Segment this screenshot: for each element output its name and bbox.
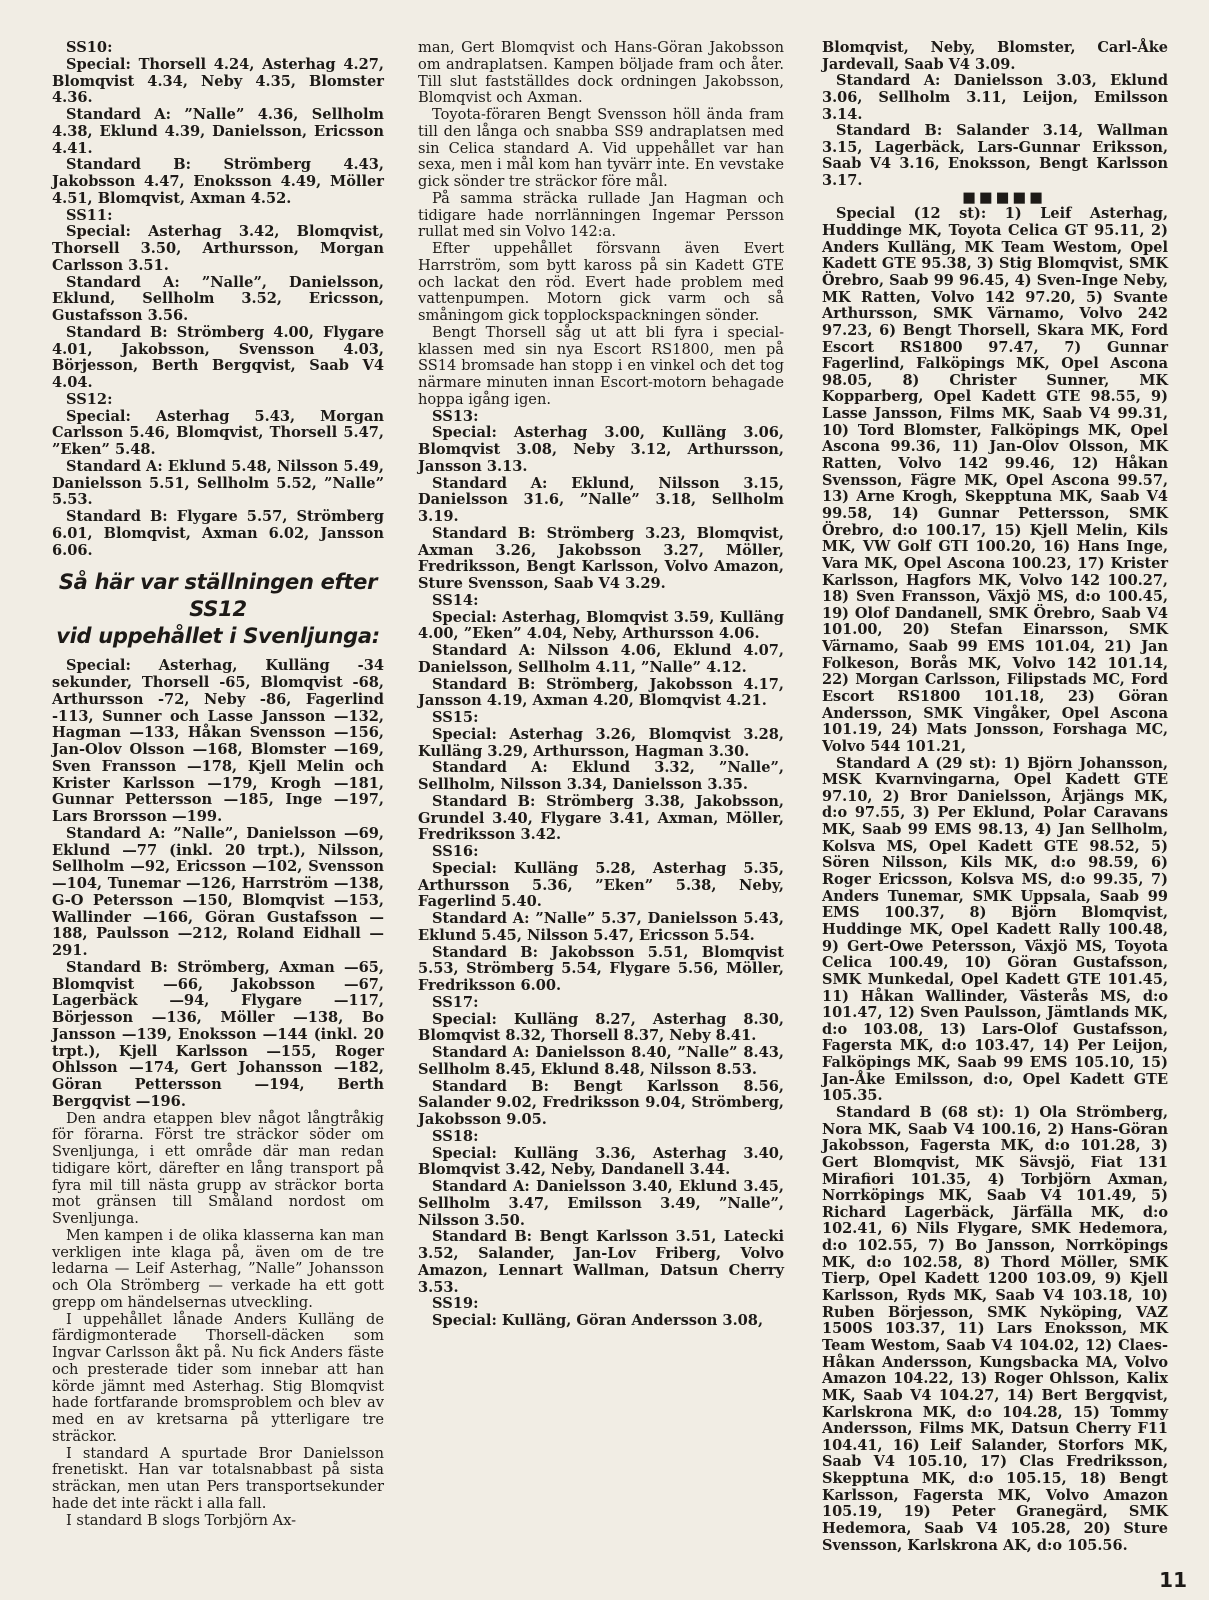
standings-heading-line2: vid uppehållet i Svenljunga: <box>56 624 380 649</box>
stage-label-ss14: SS14: <box>432 591 479 609</box>
ss19-special-continued: Blomqvist, Neby, Blomster, Carl-Åke Jardevall, Saab V4 3.09. <box>822 39 1168 73</box>
standings-standard-b: Standard B: Strömberg, Axman —65, Blomqvist —66, Jakobsson —67, Lagerbäck —94, Flygare —117, Börjesson —136, Möller —138, Bo Jansson —139, Enoksson —144 (inkl. 20 trpt.), Kjell Karlsson —155, Roger Ohlsson —174, Gert Johansson —182, Göran Pettersson —194, Berth Bergqvist —196. <box>52 958 384 1110</box>
body-paragraph: Toyota-föraren Bengt Svensson höll ända fram till den långa och snabba SS9 andraplatsen med sin Celica standard A. Vid uppehållet var han sexa, men i mål kom han tyvärr inte. En vevstake gick sönder tre sträckor före mål. <box>418 106 784 190</box>
ss11-standard-a-results: Standard A: ”Nalle”, Danielsson, Eklund, Sellholm 3.52, Ericsson, Gustafsson 3.56. <box>52 273 384 324</box>
stage-label-ss11: SS11: <box>66 206 113 224</box>
standings-heading <box>52 569 384 650</box>
body-paragraph: Efter uppehållet försvann även Evert Harrström, som bytt kaross på sin Kadett GTE och lackat den röd. Evert hade problem med vattenpumpen. Motorn gick varm och så småningom gick topplockspackningen sönder. <box>418 240 784 324</box>
stage-label-ss19: SS19: <box>432 1295 479 1313</box>
standings-special: Special: Asterhag, Kulläng -34 sekunder, Thorsell -65, Blomqvist -68, Arthursson -72, Neby -86, Fagerlind -113, Sunner och Lasse Jansson —132, Hagman —133, Håkan Svensson —156, Jan-Olov Olsson —168, Blomster —169, Sven Fransson —178, Kjell Melin och Krister Karlsson —179, Krogh —181, Gunnar Pettersson —185, Inge —197, Lars Brorsson —199. <box>52 657 384 825</box>
stage-label-ss12: SS12: <box>66 390 113 408</box>
body-paragraph: man, Gert Blomqvist och Hans-Göran Jakobsson om andraplatsen. Kampen böljade fram och åter. Till slut fastställdes dock ordningen Jakobsson, Blomqvist och Axman. <box>418 39 784 107</box>
ss15-standard-a-results: Standard A: Eklund 3.32, ”Nalle”, Sellholm, Nilsson 3.34, Danielsson 3.35. <box>418 759 784 793</box>
ss11-standard-b-results: Standard B: Strömberg 4.00, Flygare 4.01, Jakobsson, Svensson 4.03, Börjesson, Berth Bergqvist, Saab V4 4.04. <box>52 323 384 391</box>
ss17-standard-a-results: Standard A: Danielsson 8.40, ”Nalle” 8.43, Sellholm 8.45, Eklund 8.48, Nilsson 8.53. <box>418 1044 784 1078</box>
body-paragraph: I standard B slogs Torbjörn Ax- <box>66 1511 297 1529</box>
body-paragraph: Den andra etappen blev något långtråkig för förarna. Först tre sträckor söder om Svenljunga, i ett område där man redan tidigare kört, därefter en lång transport på fyra mil till nästa grupp av sträckor borta mot gränsen till Småland nordost om Svenljunga. <box>52 1109 384 1227</box>
ss10-standard-b-results: Standard B: Strömberg 4.43, Jakobsson 4.47, Enoksson 4.49, Möller 4.51, Blomqvist, Axman 4.52. <box>52 156 384 207</box>
ss14-standard-b-results: Standard B: Strömberg, Jakobsson 4.17, Jansson 4.19, Axman 4.20, Blomqvist 4.21. <box>418 675 784 710</box>
standings-standard-a: Standard A: ”Nalle”, Danielsson —69, Eklund —77 (inkl. 20 trpt.), Nilsson, Sellholm —92, Ericsson —102, Svensson —104, Tunemar —126, Harrström —138, G-O Petersson —150, Blomqvist —153, Wallinder —166, Göran Gustafsson —188, Paulsson —212, Roland Eidhall —291. <box>52 824 384 959</box>
ss19-standard-b-results: Standard B: Salander 3.14, Wallman 3.15, Lagerbäck, Lars-Gunnar Eriksson, Saab V4 3.16, Enoksson, Bengt Karlsson 3.17. <box>822 122 1168 190</box>
final-results-standard-b: Standard B (68 st): 1) Ola Strömberg, Nora MK, Saab V4 100.16, 2) Hans-Göran Jakobsson, Fagersta MK, d:o 101.28, 3) Gert Blomqvist, MK Sävsjö, Fiat 131 Mirafiori 101.35, 4) Torbjörn Axman, Norrköpings MK, Saab V4 101.49, 5) Richard Lagerbäck, Järfälla MK, d:o 102.41, 6) Nils Flygare, SMK Hedemora, d:o 102.55, 7) Bo Jansson, Norrköpings MK, d:o 102.58, 8) Thord Möller, SMK Tierp, Opel Kadett 1200 103.09, 9) Kjell Karlsson, Ryds MK, Saab V4 103.18, 10) Ruben Börjesson, SMK Nyköping, VAZ 1500S 103.37, 11) Lars Enoksson, MK Team Westom, Saab V4 104.02, 12) Claes-Håkan Andersson, Kungsbacka MA, Volvo Amazon 104.22, 13) Roger Ohlsson, Kalix MK, Saab V4 104.27, 14) Bert Bergqvist, Karlskrona MK, d:o 104.28, 15) Tommy Andersson, Films MK, Datsun Cherry F11 104.41, 16) Leif Salander, Storfors MK, Saab V4 105.10, 17) Clas Fredriksson, Skepptuna MK, d:o 105.15, 18) Bengt Karlsson, Fagersta MK, Volvo Amazon 105.19, 19) Peter Granegärd, SMK Hedemora, Saab V4 105.28, 20) Sture Svensson, Karlskrona AK, d:o 105.56. <box>822 1104 1168 1554</box>
ss13-standard-b-results: Standard B: Strömberg 3.23, Blomqvist, Axman 3.26, Jakobsson 3.27, Möller, Fredriksson, Bengt Karlsson, Volvo Amazon, Sture Svensson, Saab V4 3.29. <box>418 524 784 592</box>
ss17-standard-b-results: Standard B: Bengt Karlsson 8.56, Salander 9.02, Fredriksson 9.04, Strömberg, Jakobsson 9.05. <box>418 1077 784 1128</box>
body-paragraph: I standard A spurtade Bror Danielsson frenetiskt. Han var totalsnabbast på sista sträckan, men utan Pers transportsekunder hade det inte räckt i alla fall. <box>52 1444 384 1512</box>
ss12-special-results: Special: Asterhag 5.43, Morgan Carlsson 5.46, Blomqvist, Thorsell 5.47, ”Eken” 5.48. <box>52 407 384 458</box>
ss16-special-results: Special: Kulläng 5.28, Asterhag 5.35, Arthursson 5.36, ”Eken” 5.38, Neby, Fagerlind 5.40. <box>418 859 784 911</box>
ss18-standard-b-results: Standard B: Bengt Karlsson 3.51, Latecki 3.52, Salander, Jan-Lov Friberg, Volvo Amazon, Lennart Wallman, Datsun Cherry 3.53. <box>418 1228 784 1296</box>
ss14-standard-a-results: Standard A: Nilsson 4.06, Eklund 4.07, Danielsson, Sellholm 4.11, ”Nalle” 4.12. <box>418 642 784 676</box>
ss12-standard-b-results: Standard B: Flygare 5.57, Strömberg 6.01, Blomqvist, Axman 6.02, Jansson 6.06. <box>52 508 384 559</box>
body-paragraph: På samma sträcka rullade Jan Hagman och tidigare hade norrlänningen Ingemar Persson rullat med sin Volvo 142:a. <box>418 189 784 241</box>
ss18-special-results: Special: Kulläng 3.36, Asterhag 3.40, Blomqvist 3.42, Neby, Dandanell 3.44. <box>418 1144 784 1179</box>
final-results-standard-a: Standard A (29 st): 1) Björn Johansson, MSK Kvarnvingarna, Opel Kadett GTE 97.10, 2) Bror Danielsson, Årjängs MK, d:o 97.55, 3) Per Eklund, Polar Caravans MK, Saab 99 EMS 98.13, 4) Jan Sellholm, Kolsva MS, Opel Kadett GTE 98.52, 5) Sören Nilsson, Kils MK, d:o 98.59, 6) Roger Ericsson, Kolsva MS, d:o 99.35, 7) Anders Tunemar, SMK Uppsala, Saab 99 EMS 100.37, 8) Björn Blomqvist, Huddinge MK, Opel Kadett Rally 100.48, 9) Gert-Owe Petersson, Växjö MS, Toyota Celica 100.49, 10) Göran Gustafsson, SMK Munkedal, Opel Kadett GTE 101.45, 11) Håkan Wallinder, Västerås MS, d:o 101.47, 12) Sven Paulsson, Jämtlands MK, d:o 103.08, 13) Lars-Olof Gustafsson, Fagersta MK, d:o 103.47, 14) Per Leijon, Falköpings MK, Saab 99 EMS 105.10, 15) Jan-Åke Emilsson, d:o, Opel Kadett GTE 105.35. <box>822 754 1168 1105</box>
ss16-standard-b-results: Standard B: Jakobsson 5.51, Blomqvist 5.53, Strömberg 5.54, Flygare 5.56, Möller, Fredriksson 6.00. <box>418 943 784 994</box>
ss13-standard-a-results: Standard A: Eklund, Nilsson 3.15, Danielsson 31.6, ”Nalle” 3.18, Sellholm 3.19. <box>418 474 784 525</box>
column-middle <box>418 40 784 1330</box>
standings-heading-line1: Så här var ställningen efter SS12 <box>58 570 378 622</box>
page-number: 11 <box>1159 1568 1187 1592</box>
stage-label-ss16: SS16: <box>432 843 479 860</box>
ss14-special-results: Special: Asterhag, Blomqvist 3.59, Kulläng 4.00, ”Eken” 4.04, Neby, Arthursson 4.06. <box>418 608 784 643</box>
ss10-special-results: Special: Thorsell 4.24, Asterhag 4.27, Blomqvist 4.34, Neby 4.35, Blomster 4.36. <box>52 55 384 107</box>
ss19-standard-a-results: Standard A: Danielsson 3.03, Eklund 3.06, Sellholm 3.11, Leijon, Emilsson 3.14. <box>822 72 1168 123</box>
ss13-special-results: Special: Asterhag 3.00, Kulläng 3.06, Blomqvist 3.08, Neby 3.12, Arthursson, Jansson 3.13. <box>418 424 784 475</box>
ss15-standard-b-results: Standard B: Strömberg 3.38, Jakobsson, Grundel 3.40, Flygare 3.41, Axman, Möller, Fredriksson 3.42. <box>418 792 784 844</box>
section-divider: ■ ■ ■ ■ ■ <box>962 188 1042 206</box>
ss18-standard-a-results: Standard A: Danielsson 3.40, Eklund 3.45, Sellholm 3.47, Emilsson 3.49, ”Nalle”, Nilsson 3.50. <box>418 1178 784 1229</box>
stage-label-ss13: SS13: <box>432 407 479 425</box>
ss15-special-results: Special: Asterhag 3.26, Blomqvist 3.28, Kulläng 3.29, Arthursson, Hagman 3.30. <box>418 725 784 760</box>
ss12-standard-a-results: Standard A: Eklund 5.48, Nilsson 5.49, Danielsson 5.51, Sellholm 5.52, ”Nalle” 5.53. <box>52 457 384 509</box>
stage-label-ss15: SS15: <box>432 709 479 726</box>
stage-label-ss17: SS17: <box>432 993 479 1011</box>
ss11-special-results: Special: Asterhag 3.42, Blomqvist, Thorsell 3.50, Arthursson, Morgan Carlsson 3.51. <box>52 223 384 274</box>
body-paragraph: Men kampen i de olika klasserna kan man verkligen inte klaga på, även om de tre ledarna — Leif Asterhag, ”Nalle” Johansson och Ola Strömberg — verkade ha ett gott grepp om händelsernas utveckling. <box>52 1226 384 1311</box>
ss16-standard-a-results: Standard A: ”Nalle” 5.37, Danielsson 5.43, Eklund 5.45, Nilsson 5.47, Ericsson 5.54. <box>418 910 784 944</box>
ss19-special-results: Special: Kulläng, Göran Andersson 3.08, <box>432 1312 764 1329</box>
ss17-special-results: Special: Kulläng 8.27, Asterhag 8.30, Blomqvist 8.32, Thorsell 8.37, Neby 8.41. <box>418 1010 784 1045</box>
column-left <box>52 40 384 1529</box>
final-results-special: Special (12 st): 1) Leif Asterhag, Huddinge MK, Toyota Celica GT 95.11, 2) Anders Kulläng, MK Team Westom, Opel Kadett GTE 95.38, 3) Stig Blomqvist, SMK Örebro, Saab 99 96.45, 4) Sven-Inge Neby, MK Ratten, Volvo 142 97.20, 5) Svante Arthursson, SMK Värnamo, Volvo 242 97.23, 6) Bengt Thorsell, Skara MK, Ford Escort RS1800 97.47, 7) Gunnar Fagerlind, Falköpings MK, Opel Ascona 98.05, 8) Christer Sunner, MK Kopparberg, Opel Kadett GTE 98.55, 9) Lasse Jansson, Films MK, Saab V4 99.31, 10) Tord Blomster, Falköpings MK, Opel Ascona 99.36, 11) Jan-Olov Olsson, MK Ratten, Volvo 142 99.46, 12) Håkan Svensson, Fägre MK, Opel Ascona 99.57, 13) Arne Krogh, Skepptuna MK, Saab V4 99.58, 14) Gunnar Pettersson, SMK Örebro, d:o 100.17, 15) Kjell Melin, Kils MK, VW Golf GTI 100.20, 16) Hans Inge, Vara MK, Opel Ascona 100.23, 17) Krister Karlsson, Hagfors MK, Volvo 142 100.27, 18) Sven Fransson, Växjö MS, d:o 100.45, 19) Olof Dandanell, SMK Örebro, Saab V4 101.00, 20) Stefan Einarsson, SMK Värnamo, Saab 99 EMS 101.04, 21) Jan Folkeson, Borås MK, Volvo 142 101.14, 22) Morgan Carlsson, Filipstads MC, Ford Escort RS1800 101.18, 23) Göran Andersson, SMK Vingåker, Opel Ascona 101.19, 24) Mats Jonsson, Forshaga MC, Volvo 544 101.21, <box>822 205 1168 755</box>
body-paragraph: Bengt Thorsell såg ut att bli fyra i special-klassen med sin nya Escort RS1800, men på SS14 bromsade han stopp i en vinkel och det tog närmare minuten innan Escort-motorn behagade hoppa igång igen. <box>418 323 784 408</box>
column-right <box>822 40 1168 1554</box>
body-paragraph: I uppehållet lånade Anders Kulläng de färdigmonterade Thorsell-däcken som Ingvar Carlsson åkt på. Nu fick Anders fäste och presterade tider som innebar att han körde jämnt med Asterhag. Stig Blomqvist hade fortfarande bromsproblem och blev av med en av kretsarna på ytterligare tre sträckor. <box>52 1310 384 1445</box>
stage-label-ss18: SS18: <box>432 1127 479 1145</box>
stage-label-ss10: SS10: <box>66 39 113 56</box>
ss10-standard-a-results: Standard A: ”Nalle” 4.36, Sellholm 4.38, Eklund 4.39, Danielsson, Ericsson 4.41. <box>52 106 384 157</box>
